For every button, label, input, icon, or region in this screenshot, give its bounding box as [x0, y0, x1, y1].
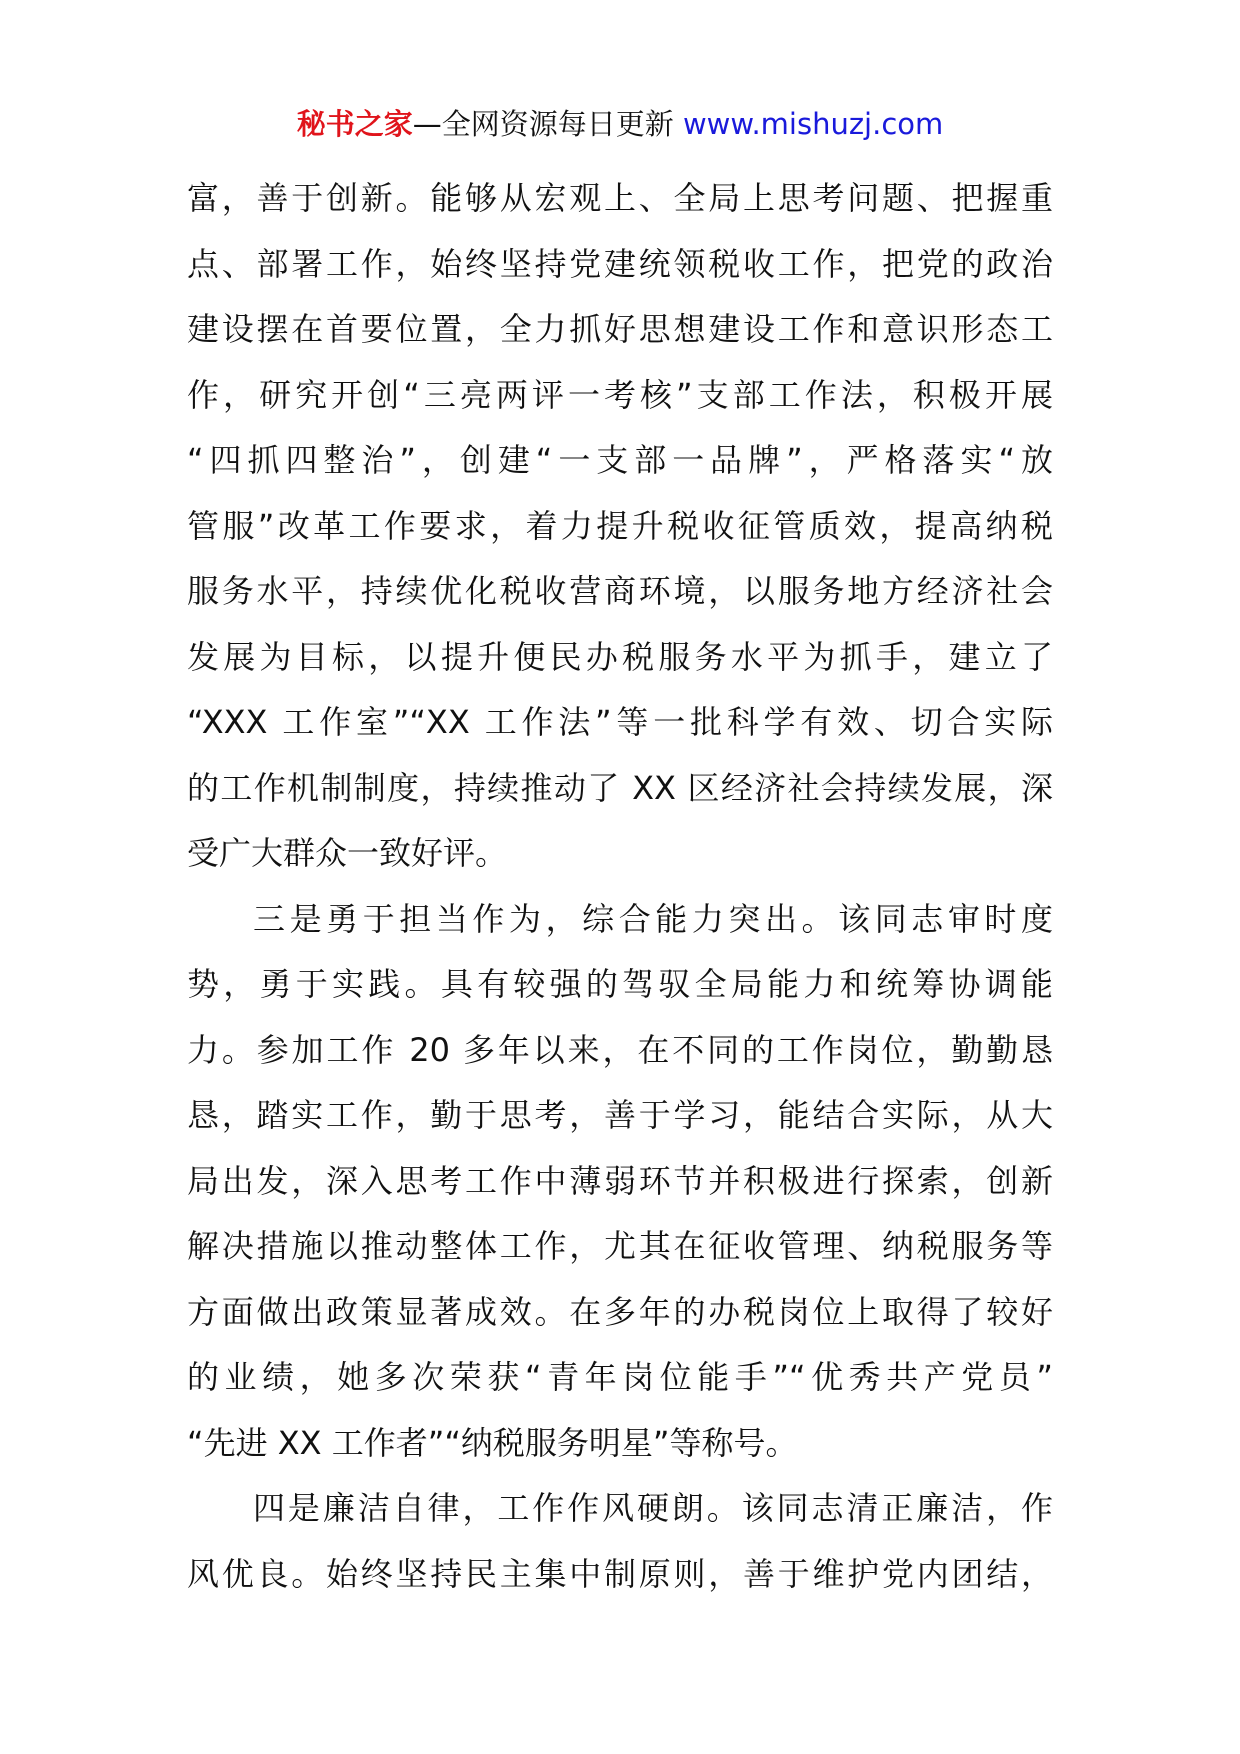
text-line: 建设摆在首要位置，全力抓好思想建设工作和意识形态工 [187, 310, 1053, 348]
paragraph-start-line: 四是廉洁自律，工作作风硬朗。该同志清正廉洁，作 [253, 1489, 1053, 1527]
text-line: 局出发，深入思考工作中薄弱环节并积极进行探索，创新 [187, 1161, 1053, 1200]
text-line: 解决措施以推动整体工作，尤其在征收管理、纳税服务等 [187, 1227, 1053, 1265]
text-line: 服务水平，持续优化税收营商环境，以服务地方经济社会 [187, 572, 1053, 610]
text-line: 方面做出政策显著成效。在多年的办税岗位上取得了较好 [187, 1292, 1053, 1331]
text-line: 作，研究开创“三亮两评一考核”支部工作法，积极开展 [187, 375, 1053, 414]
paragraph-start-line: 三是勇于担当作为，综合能力突出。该同志审时度 [253, 899, 1053, 938]
document-body [187, 166, 1053, 1607]
text-line: “先进 XX 工作者”“纳税服务明星”等称号。 [187, 1423, 798, 1462]
text-line: 力。参加工作 20 多年以来，在不同的工作岗位，勤勤恳 [187, 1030, 1053, 1069]
text-line: 受广大群众一致好评。 [187, 834, 508, 872]
text-line: 的业绩，她多次荣获“青年岗位能手”“优秀共产党员” [187, 1358, 1053, 1396]
text-line: 势，勇于实践。具有较强的驾驭全局能力和统筹协调能 [187, 965, 1053, 1003]
text-line: “四抓四整治”，创建“一支部一品牌”，严格落实“放 [187, 441, 1053, 479]
site-brand: 秘书之家 [296, 107, 413, 141]
text-line: 的工作机制制度，持续推动了 XX 区经济社会持续发展，深 [187, 768, 1053, 807]
site-url-link[interactable]: www.mishuzj.com [682, 107, 944, 141]
text-line: 发展为目标，以提升便民办税服务水平为抓手，建立了 [187, 637, 1053, 676]
text-line: 风优良。始终坚持民主集中制原则，善于维护党内团结， [187, 1554, 1053, 1593]
text-line: 点、部署工作，始终坚持党建统领税收工作，把党的政治 [187, 244, 1053, 283]
text-line: “XXX 工作室”“XX 工作法”等一批科学有效、切合实际 [187, 703, 1053, 741]
text-line: 富，善于创新。能够从宏观上、全局上思考问题、把握重 [187, 179, 1053, 217]
site-header [0, 104, 1240, 144]
text-line: 恳，踏实工作，勤于思考，善于学习，能结合实际，从大 [187, 1096, 1053, 1134]
text-line: 管服”改革工作要求，着力提升税收征管质效，提高纳税 [187, 506, 1053, 545]
header-dash: — [412, 107, 442, 141]
header-tagline: 全网资源每日更新 [441, 107, 674, 141]
